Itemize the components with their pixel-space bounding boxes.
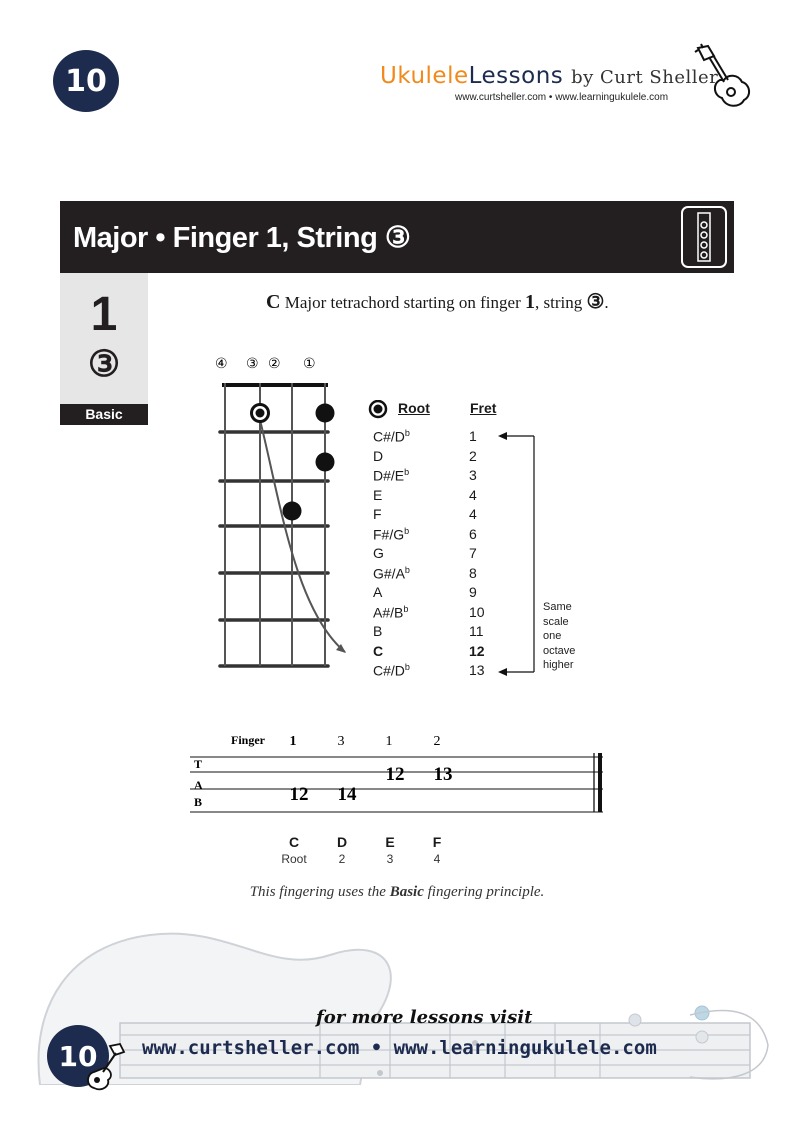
description-text1: Major tetrachord starting on finger [280,293,525,312]
fret-number: 13 [469,662,485,678]
scale-note-name: F [432,834,442,850]
brand-logo [380,63,718,89]
footer-urls: www.curtsheller.com • www.learningukulele.com [142,1037,657,1059]
scale-note-name: C [288,834,300,850]
scale-degree: 4 [433,852,441,866]
octave-note-line: one [543,630,562,642]
tab-finger-number: 3 [337,734,345,749]
page-title: Major • Finger 1, String ③ [73,222,411,254]
tab-fret-number: 12 [385,764,405,785]
root-name: B [373,623,383,639]
description [266,289,609,314]
tab-fret-number: 14 [337,784,357,805]
level-tag: Basic [60,404,148,425]
fret-number: 10 [469,603,485,620]
fret-number: 4 [469,486,477,503]
tab-letter-a: A [194,778,203,792]
root-name: F [373,506,382,522]
fret-number: 2 [469,447,477,464]
root-name: G [373,545,384,561]
finger-dot [316,453,335,472]
string-label: ③ [246,356,259,372]
root-name: $F\#/G^b$ [373,525,410,543]
description-finger: 1 [525,291,535,313]
octave-note-line: octave [543,644,576,657]
description-key: C [266,291,281,313]
description-text2: , string [535,293,587,312]
fret-number: 1 [469,428,477,444]
description-string: ③ [586,291,605,313]
scale-note-name: D [336,834,348,850]
footer-ukulele-icon [82,1042,126,1092]
caption [0,884,794,901]
octave-arrow-curve [260,420,345,652]
tab-letter-b: B [194,795,203,809]
root-header: Root [398,400,430,416]
tab-fret-number: 12 [289,784,309,805]
root-name: $G\#/A^b$ [373,564,410,582]
fret-number: 7 [469,545,477,561]
finger-dot [283,502,302,521]
ukulele-icon [694,42,754,112]
footer-page-badge: 10 [47,1025,109,1087]
root-name: C [373,642,384,659]
fret-number: 8 [469,564,477,581]
scale-degree: Root [281,852,307,866]
neck-icon [680,205,730,269]
octave-note-line: Same [543,601,572,613]
octave-note-line: scale [543,615,569,628]
scale-degree: 2 [338,852,346,866]
tablature [185,728,615,820]
octave-bracket [496,428,541,680]
page-number-badge: 10 [53,50,119,112]
string-label: ① [303,356,316,372]
brand-urls: www.curtsheller.com • www.learningukulele.com [455,92,669,103]
tab-letter-t: T [194,757,203,771]
fret-number: 9 [469,584,477,600]
root-name: $C\#/D^b$ [373,428,410,445]
fret-header: Fret [470,400,497,416]
finger-label: Finger [231,733,265,747]
finger-string-box [60,273,148,404]
finger-dot [316,404,335,423]
caption-post: fingering principle. [423,884,545,900]
finger-number: 1 [90,288,118,341]
root-name: $A\#/B^b$ [373,603,409,621]
octave-note [543,600,575,673]
root-name: $C\#/D^b$ [373,662,410,679]
octave-note-line: higher [543,659,574,671]
fret-number: 6 [469,525,477,542]
title-bar [60,201,734,273]
brand-by: by Curt Sheller [571,67,719,88]
string-label: ② [268,356,281,372]
string-label: ④ [215,356,228,372]
root-symbol-icon [368,400,388,420]
fret-number: 4 [469,506,477,522]
scale-note-name: E [385,834,395,850]
root-name: $D\#/E^b$ [373,467,410,484]
root-name: D [373,447,384,464]
fretboard-diagram [200,350,350,690]
nut [222,383,328,387]
caption-pre: This fingering uses the [249,884,390,900]
tab-fret-number: 13 [433,764,453,785]
root-dot-center [256,409,265,418]
ukulele-illustration [30,915,770,1085]
description-text3: . [604,293,609,312]
scale-degree: 3 [386,852,394,866]
footer-visit-text: for more lessons visit [316,1007,533,1028]
tab-finger-number: 1 [289,734,297,749]
tab-finger-number: 2 [433,734,441,749]
root-name: A [373,584,383,600]
fret-number: 11 [469,623,484,639]
brand-part2: Lessons [468,63,564,89]
string-number: ③ [87,343,121,385]
caption-bold: Basic [389,884,424,900]
tab-finger-number: 1 [385,734,393,749]
root-name: E [373,486,383,503]
brand-part1: Ukulele [380,63,469,89]
fret-number: 3 [469,467,477,483]
fret-number: 12 [469,642,485,659]
